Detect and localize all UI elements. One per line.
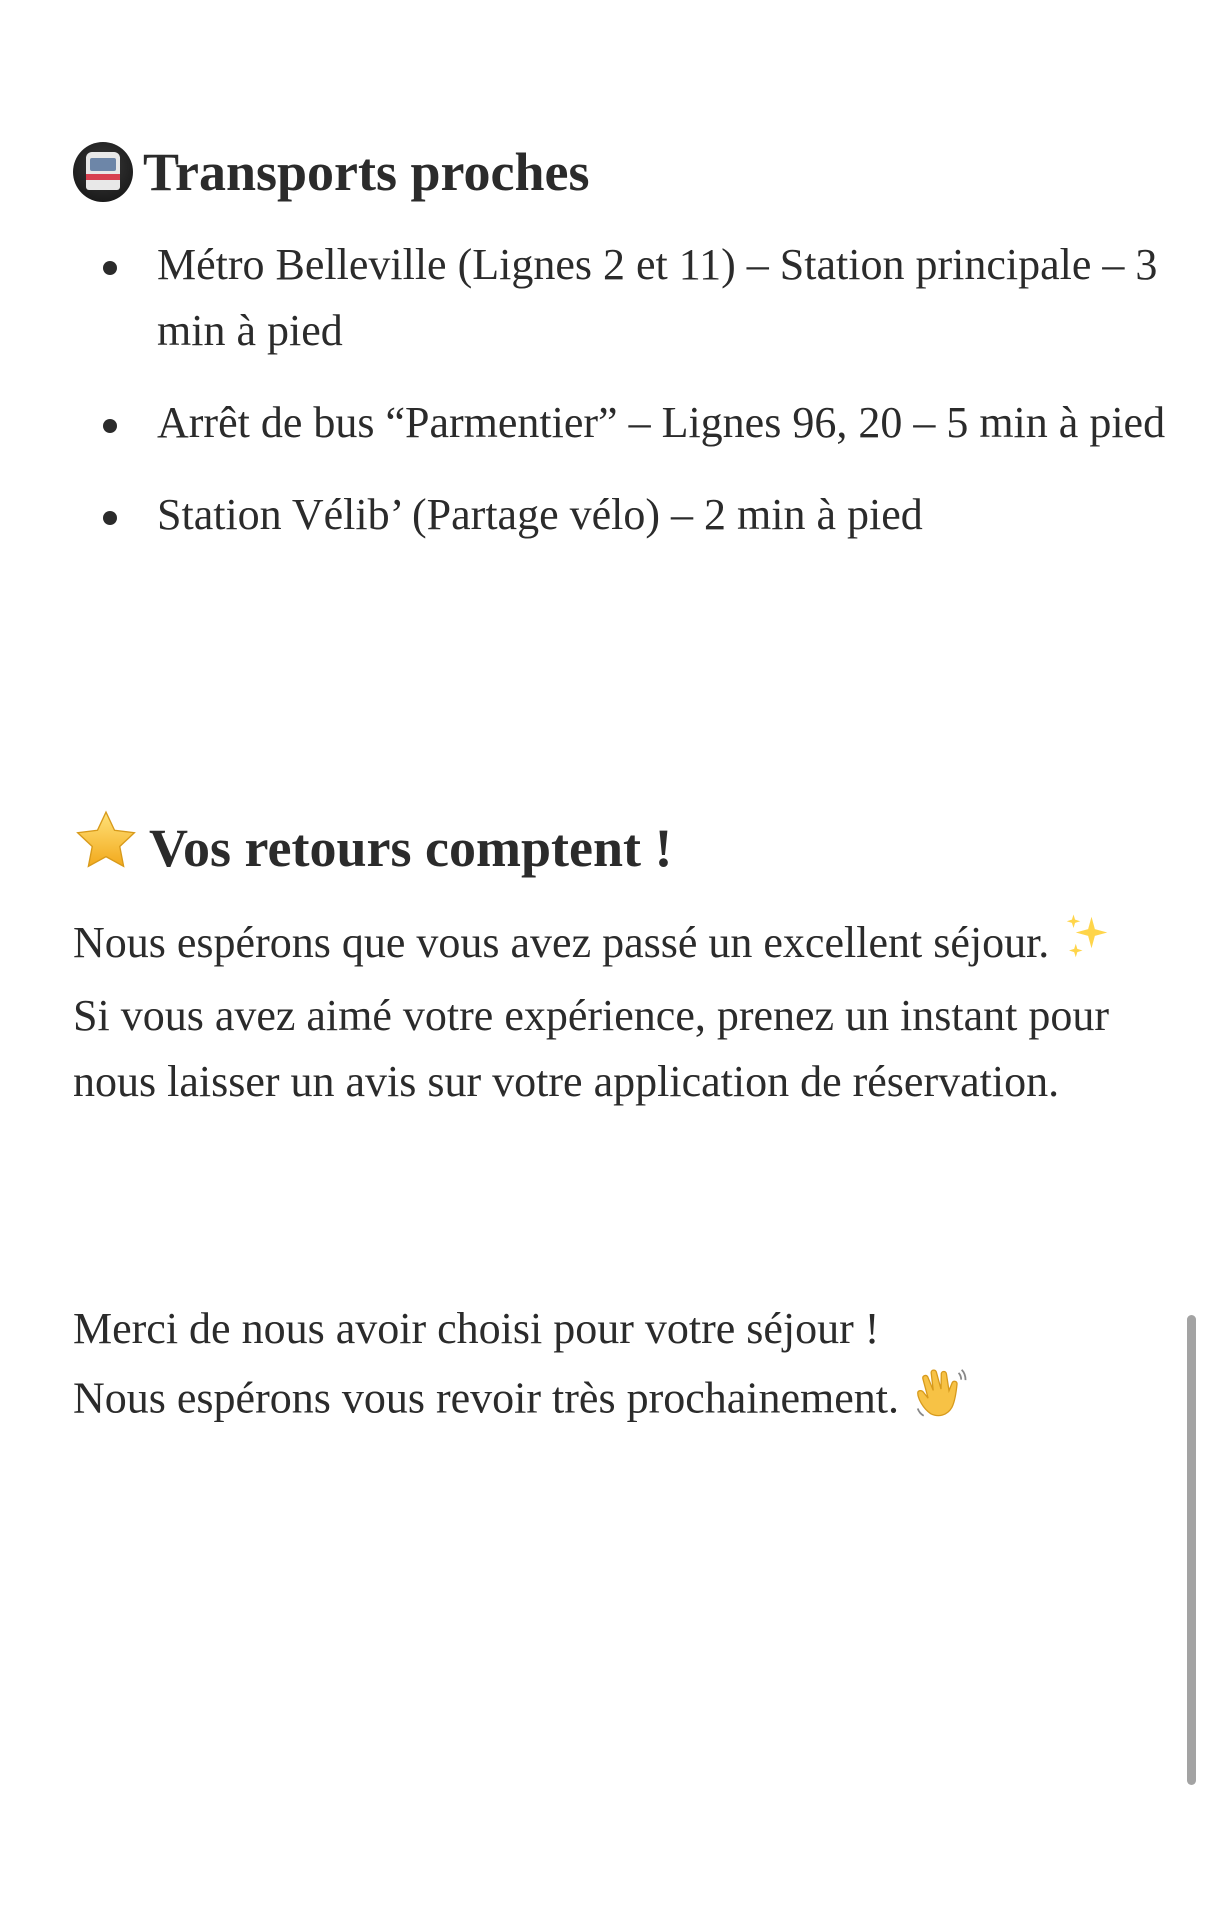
closing-line-2: Nous espérons vous revoir très prochainement.	[73, 1373, 900, 1423]
transport-item-velib: Station Vélib’ (Partage vélo) – 2 min à pied	[157, 490, 923, 539]
transport-item-metro: Métro Belleville (Lignes 2 et 11) – Station principale – 3 min à pied	[157, 240, 1158, 355]
metro-icon	[73, 142, 133, 202]
waving-hand-icon	[910, 1362, 972, 1443]
transport-title: Transports proches	[143, 142, 590, 202]
list-item	[73, 482, 1197, 548]
feedback-text-2: Si vous avez aimé votre expérience, prenez un instant pour nous laisser un avis sur votre application de réservation.	[73, 991, 1110, 1107]
feedback-title: Vos retours comptent !	[149, 818, 673, 878]
closing-line-1: Merci de nous avoir choisi pour votre séjour !	[73, 1304, 880, 1353]
transport-list	[73, 232, 1197, 574]
transport-item-bus: Arrêt de bus “Parmentier” – Lignes 96, 20 – 5 min à pied	[157, 398, 1166, 447]
bullet-icon	[103, 511, 117, 525]
closing-paragraph	[73, 1296, 1153, 1443]
transport-heading	[73, 140, 590, 204]
scrollbar[interactable]	[1187, 1315, 1196, 1785]
feedback-heading	[73, 808, 672, 888]
list-item	[73, 232, 1197, 364]
bullet-icon	[103, 419, 117, 433]
star-icon	[73, 808, 139, 888]
list-item	[73, 390, 1197, 456]
feedback-text-1: Nous espérons que vous avez passé un excellent séjour.	[73, 918, 1050, 967]
feedback-paragraph	[73, 910, 1153, 1115]
bullet-icon	[103, 261, 117, 275]
sparkles-icon	[1060, 910, 1114, 983]
